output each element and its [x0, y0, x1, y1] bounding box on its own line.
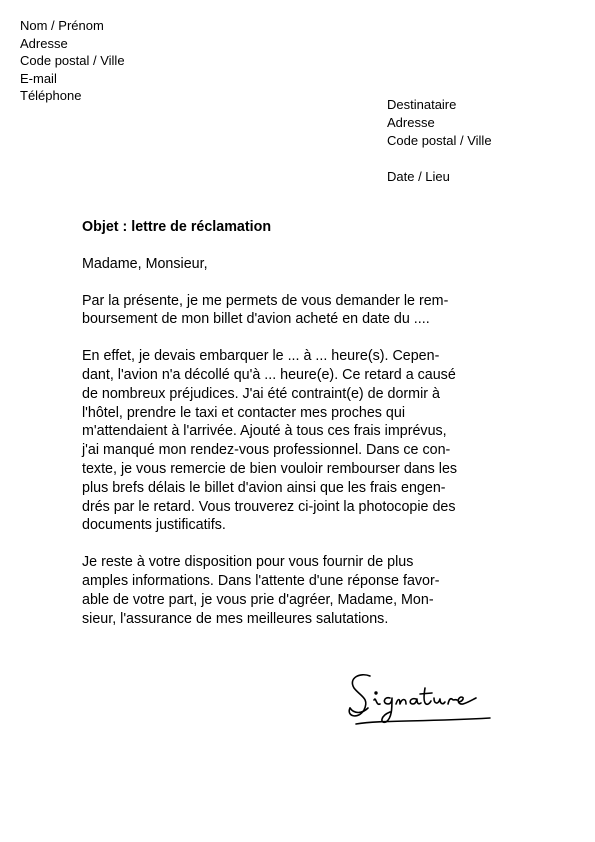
date-place: Date / Lieu	[387, 169, 450, 184]
letter-body	[82, 218, 522, 646]
recipient-city: Code postal / Ville	[387, 133, 492, 148]
sender-email: E-mail	[20, 70, 57, 86]
letter-salutation: Madame, Monsieur,	[82, 255, 208, 272]
paragraph-line: plus brefs délais le billet d'avion ainsi que les frais engen-	[82, 479, 446, 496]
paragraph-line: En effet, je devais embarquer le ... à ... heure(s). Cepen-	[82, 348, 440, 365]
recipient-block	[387, 96, 492, 186]
paragraph-line: Je reste à votre disposition pour vous fournir de plus	[82, 554, 414, 571]
recipient-name: Destinataire	[387, 97, 457, 112]
sender-address: Adresse	[20, 35, 68, 51]
paragraph-line: sieur, l'assurance de mes meilleures salutations.	[82, 610, 389, 627]
paragraph-line: texte, je vous remercie de bien vouloir rembourser dans les	[82, 460, 458, 477]
signature-image	[340, 662, 500, 742]
recipient-address: Adresse	[387, 115, 435, 130]
paragraph-line: boursement de mon billet d'avion acheté en date du ....	[82, 311, 430, 328]
paragraph-request	[82, 292, 522, 330]
paragraph-details	[82, 347, 522, 535]
paragraph-line: dant, l'avion n'a décollé qu'à ... heure(e). Ce retard a causé	[82, 366, 456, 383]
sender-block	[20, 17, 125, 105]
sender-city: Code postal / Ville	[20, 53, 125, 69]
sender-phone: Téléphone	[20, 88, 82, 104]
paragraph-line: able de votre part, je vous prie d'agréer, Madame, Mon-	[82, 591, 434, 608]
paragraph-closing	[82, 553, 522, 628]
paragraph-line: Par la présente, je me permets de vous demander le rem-	[82, 292, 449, 309]
paragraph-line: drés par le retard. Vous trouverez ci-joint la photocopie des	[82, 498, 456, 515]
paragraph-line: amples informations. Dans l'attente d'une réponse favor-	[82, 572, 440, 589]
letter-subject: Objet : lettre de réclamation	[82, 219, 272, 235]
sender-name: Nom / Prénom	[20, 18, 104, 33]
paragraph-line: j'ai manqué mon rendez-vous professionnel. Dans ce con-	[82, 442, 451, 459]
paragraph-line: documents justificatifs.	[82, 517, 226, 534]
paragraph-line: l'hôtel, prendre le taxi et contacter mes proches qui	[82, 404, 405, 421]
paragraph-line: de nombreux préjudices. J'ai été contraint(e) de dormir à	[82, 385, 440, 402]
paragraph-line: m'attendaient à l'arrivée. Ajouté à tous ces frais imprévus,	[82, 423, 447, 440]
